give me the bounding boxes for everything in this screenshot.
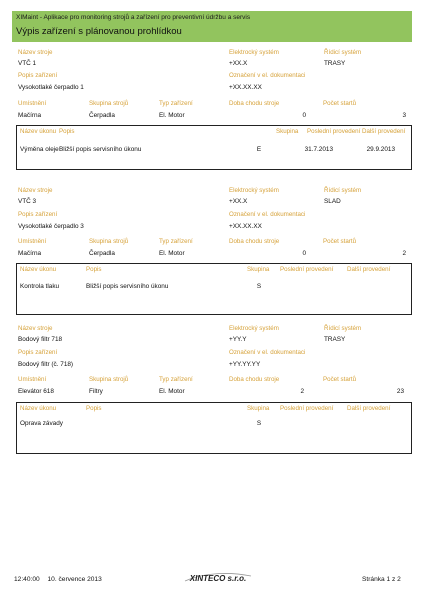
device-description-value: Vysokotlaké čerpadlo 1 [18, 84, 84, 91]
report-timestamp [14, 576, 102, 583]
machine-name-value: VTČ 1 [18, 60, 37, 67]
machine-group-value: Čerpadla [89, 112, 115, 119]
task-table [16, 125, 412, 170]
report-title: Výpis zařízení s plánovanou prohlídkou [16, 26, 182, 37]
machine-group-value: Filtry [89, 388, 103, 395]
task-group-header: Skupina [247, 266, 270, 273]
task-description-header: Popis [86, 405, 102, 412]
task-description-value: Bližší popis servisního úkonu [86, 283, 169, 290]
location-label: Umístnění [18, 238, 47, 245]
task-name-header: Název úkonu [20, 128, 57, 135]
device-type-label: Typ zařízení [159, 376, 193, 383]
location-label: Umístnění [18, 100, 47, 107]
task-group-value: S [256, 420, 262, 427]
start-count-label: Počet startů [323, 100, 357, 107]
run-time-value: 0 [302, 112, 306, 119]
app-title: XIMaint - Aplikace pro monitoring strojů a zařízení pro preventivní údržbu a servis [16, 14, 251, 21]
machine-group-label: Skupina strojů [89, 100, 129, 107]
location-label: Umístnění [18, 376, 47, 383]
task-table [16, 263, 412, 315]
el-doc-marking-label: Označení v el. dokumentaci [229, 349, 306, 356]
last-done-header: Poslední provedení [280, 266, 334, 273]
task-group-header: Skupina [247, 405, 270, 412]
location-value: Mačírna [18, 112, 42, 119]
electrical-system-label: Elektrocký systém [229, 325, 279, 332]
task-description-value: Bližší popis servisního úkonu [59, 146, 142, 153]
electrical-system-value: +XX.X [229, 60, 248, 67]
electrical-system-label: Elektrocký systém [229, 49, 279, 56]
page-number: Stránka 1 z 2 [362, 576, 401, 583]
start-count-value: 3 [402, 112, 406, 119]
print-date: 10. července 2013 [47, 576, 102, 583]
report-header [12, 11, 412, 42]
electrical-system-value: +YY.Y [229, 336, 247, 343]
task-name-header: Název úkonu [20, 266, 57, 273]
next-done-header: Další provedení [347, 405, 391, 412]
task-description-header: Popis [59, 128, 75, 135]
start-count-value: 2 [402, 250, 406, 257]
el-doc-marking-value: +XX.XX.XX [229, 84, 262, 91]
logo-text: XINTECO s.r.o. [189, 574, 247, 583]
next-done-value: 29.9.2013 [366, 146, 395, 153]
next-done-header: Další provedení [362, 128, 406, 135]
device-type-value: El. Motor [159, 112, 185, 119]
control-system-label: Řídicí systém [324, 325, 362, 332]
device-description-label: Popis zařízení [18, 211, 58, 218]
el-doc-marking-value: +XX.XX.XX [229, 223, 262, 230]
location-value: Mačírna [18, 250, 42, 257]
run-time-label: Doba chodu stroje [229, 238, 280, 245]
el-doc-marking-label: Označení v el. dokumentaci [229, 72, 306, 79]
control-system-value: TRASY [324, 60, 346, 67]
start-count-label: Počet startů [323, 376, 357, 383]
control-system-label: Řídicí systém [324, 187, 362, 194]
start-count-label: Počet startů [323, 238, 357, 245]
machine-name-value: Bodový filtr 718 [18, 336, 63, 343]
run-time-value: 0 [302, 250, 306, 257]
machine-name-label: Název stroje [18, 187, 53, 194]
task-group-value: E [256, 146, 262, 153]
run-time-label: Doba chodu stroje [229, 100, 280, 107]
print-time: 12:40:00 [14, 576, 40, 583]
start-count-value: 23 [396, 388, 404, 395]
device-description-label: Popis zařízení [18, 349, 58, 356]
location-value: Elevátor 618 [18, 388, 54, 395]
control-system-value: TRASY [324, 336, 346, 343]
machine-group-label: Skupina strojů [89, 376, 129, 383]
task-group-header: Skupina [276, 128, 299, 135]
device-type-value: El. Motor [159, 250, 185, 257]
task-name-value: Kontrola tlaku [20, 283, 60, 290]
next-done-header: Další provedení [347, 266, 391, 273]
last-done-header: Poslední provedení [307, 128, 361, 135]
electrical-system-label: Elektrocký systém [229, 187, 279, 194]
control-system-value: SLAD [324, 198, 341, 205]
task-name-header: Název úkonu [20, 405, 57, 412]
control-system-label: Řídicí systém [324, 49, 362, 56]
task-name-value: Výměna oleje [20, 146, 59, 153]
device-type-label: Typ zařízení [159, 238, 193, 245]
electrical-system-value: +XX.X [229, 198, 248, 205]
device-description-value: Vysokotlaké čerpadlo 3 [18, 223, 84, 230]
last-done-header: Poslední provedení [280, 405, 334, 412]
device-description-value: Bodový filtr (č. 718) [18, 361, 74, 368]
machine-name-label: Název stroje [18, 49, 53, 56]
run-time-value: 2 [300, 388, 304, 395]
task-description-header: Popis [86, 266, 102, 273]
device-type-label: Typ zařízení [159, 100, 193, 107]
xinteco-logo [183, 570, 253, 584]
device-type-value: El. Motor [159, 388, 185, 395]
run-time-label: Doba chodu stroje [229, 376, 280, 383]
task-name-value: Oprava závady [20, 420, 63, 427]
machine-name-value: VTČ 3 [18, 198, 37, 205]
machine-name-label: Název stroje [18, 325, 53, 332]
machine-group-label: Skupina strojů [89, 238, 129, 245]
machine-group-value: Čerpadla [89, 250, 115, 257]
task-group-value: S [256, 283, 262, 290]
device-description-label: Popis zařízení [18, 72, 58, 79]
task-table [16, 402, 412, 454]
last-done-value: 31.7.2013 [304, 146, 333, 153]
el-doc-marking-value: +YY.YY.YY [229, 361, 261, 368]
el-doc-marking-label: Označení v el. dokumentaci [229, 211, 306, 218]
